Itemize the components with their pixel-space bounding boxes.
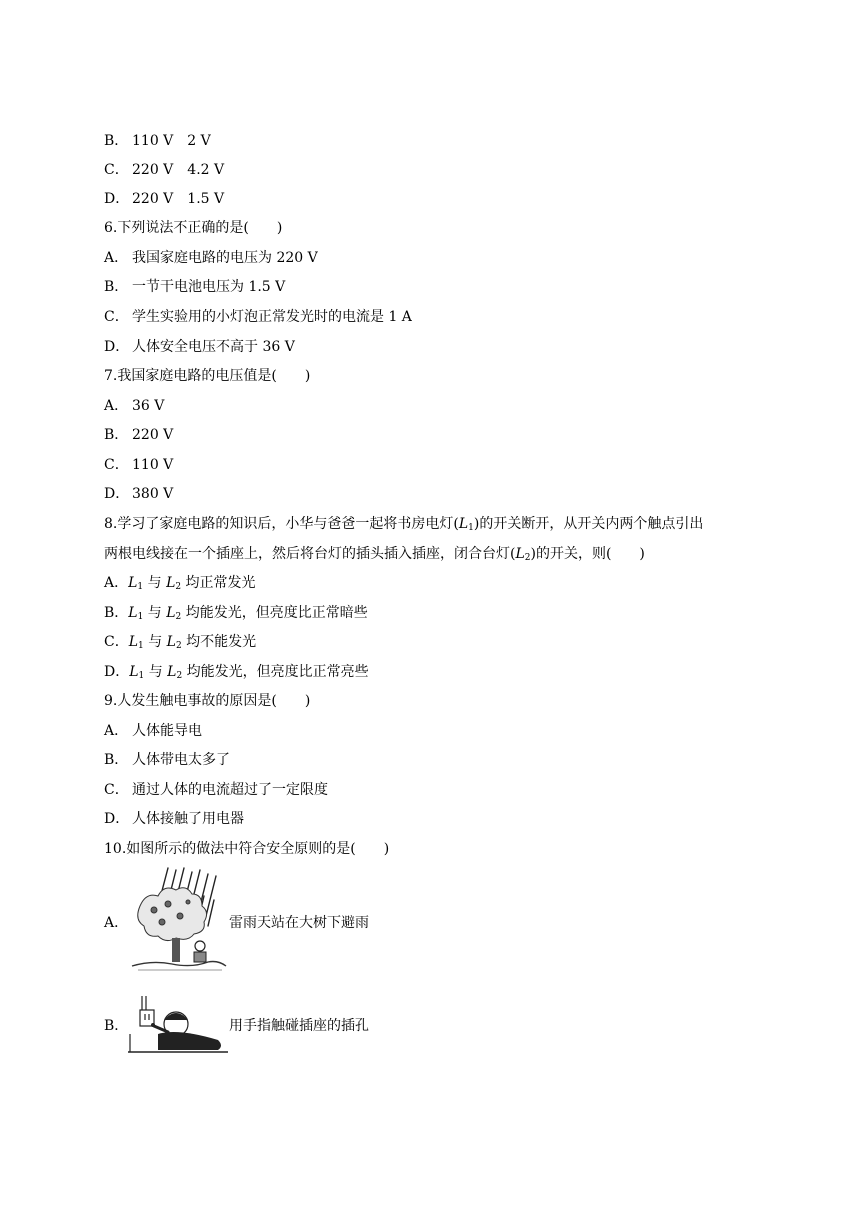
child-touching-socket-illustration: [128, 994, 230, 1058]
option-text: 学生实验用的小灯泡正常发光时的电流是 1 A: [132, 309, 412, 325]
option-key: A．: [104, 723, 129, 739]
option-text: 380 V: [132, 486, 174, 502]
q7-option-c: [104, 455, 173, 475]
option-text: 通过人体的电流超过了一定限度: [132, 782, 328, 798]
option-key: C．: [104, 634, 129, 650]
option-text: 均不能发光: [186, 634, 257, 650]
option-text: 36 V: [132, 398, 165, 414]
option-text: 人体带电太多了: [132, 752, 230, 768]
q10-option-b-caption: 用手指触碰插座的插孔: [229, 1018, 369, 1034]
q10-option-a-caption: 雷雨天站在大树下避雨: [229, 915, 369, 931]
q8-option-c: [104, 632, 256, 656]
q8-option-d: [104, 662, 369, 686]
q7-option-d: [104, 484, 173, 504]
option-text: 220 V: [132, 427, 174, 443]
q8-stem-text: 两根电线接在一个插座上，然后将台灯的插头插入插座，闭合台灯(: [104, 546, 516, 562]
q9-option-b: [104, 750, 230, 770]
q10-option-b-key: B．: [104, 1018, 129, 1034]
q7-stem: 7.我国家庭电路的电压值是( ): [104, 368, 311, 384]
option-text: 我国家庭电路的电压为 220 V: [132, 250, 318, 266]
subscript: 1: [468, 523, 474, 533]
option-text: 均能发光，但亮度比正常亮些: [186, 664, 369, 680]
q10-stem: 10.如图所示的做法中符合安全原则的是( ): [104, 841, 390, 857]
option-key: A．: [104, 398, 129, 414]
subscript: 2: [175, 641, 182, 651]
symbol-L: L: [458, 516, 469, 532]
subscript: 1: [138, 671, 145, 681]
option-key: C．: [104, 162, 129, 178]
symbol-L: L: [128, 605, 138, 621]
q5-option-d: [104, 189, 224, 209]
option-text: 一节干电池电压为 1.5 V: [132, 279, 286, 295]
q7-option-a: [104, 396, 164, 416]
q5-option-c: [104, 160, 224, 180]
option-key: B．: [104, 752, 129, 768]
option-key: C．: [104, 309, 129, 325]
option-text: 220 V 4.2 V: [132, 162, 225, 178]
option-key: B．: [104, 427, 129, 443]
symbol-L: L: [166, 605, 176, 621]
and-text: 与: [147, 605, 162, 621]
option-text: 人体能导电: [132, 723, 202, 739]
symbol-L: L: [166, 634, 176, 650]
q8-option-b: [104, 603, 368, 627]
subscript: 2: [175, 582, 182, 592]
symbol-L: L: [166, 575, 176, 591]
q6-stem: 6.下列说法不正确的是( ): [104, 220, 283, 236]
subscript: 2: [175, 612, 182, 622]
q6-option-b: [104, 277, 285, 297]
q7-option-b: [104, 425, 173, 445]
subscript: 1: [138, 641, 144, 651]
and-text: 与: [148, 664, 163, 680]
option-key: C．: [104, 457, 129, 473]
q8-stem-line2: [104, 544, 645, 568]
symbol-L: L: [128, 575, 138, 591]
option-text: 人体接触了用电器: [132, 811, 244, 827]
q6-option-a: [104, 248, 318, 268]
q8-stem-text: 8.学习了家庭电路的知识后，小华与爸爸一起将书房电灯(: [104, 516, 459, 532]
q8-stem-text: )的开关断开，从开关内两个触点引出: [473, 516, 704, 532]
q9-option-d: [104, 809, 244, 829]
tree-in-rain-illustration: [128, 866, 228, 974]
option-text: 110 V 2 V: [132, 133, 211, 149]
q8-stem-text: )的开关，则( ): [530, 546, 645, 562]
symbol-L: L: [167, 664, 177, 680]
option-key: A．: [104, 575, 129, 591]
option-text: 220 V 1.5 V: [132, 191, 225, 207]
option-key: B．: [104, 279, 129, 295]
subscript: 2: [524, 553, 531, 563]
and-text: 与: [148, 634, 163, 650]
option-key: D．: [104, 811, 130, 827]
subscript: 2: [176, 671, 183, 681]
option-key: D．: [104, 486, 130, 502]
option-key: D．: [104, 191, 130, 207]
option-text: 110 V: [132, 457, 174, 473]
option-key: D．: [104, 664, 130, 680]
option-key: A．: [104, 250, 129, 266]
q8-stem-line1: [104, 514, 703, 538]
q9-stem: 9.人发生触电事故的原因是( ): [104, 693, 311, 709]
option-key: C．: [104, 782, 129, 798]
symbol-L: L: [129, 664, 139, 680]
subscript: 1: [137, 582, 144, 592]
q9-option-c: [104, 780, 328, 800]
q10-option-a-key: A．: [104, 915, 129, 931]
subscript: 1: [137, 612, 144, 622]
option-text: 均正常发光: [185, 575, 256, 591]
option-key: D．: [104, 339, 130, 355]
q5-option-b: [104, 131, 211, 151]
q8-option-a: [104, 573, 256, 597]
q9-option-a: [104, 721, 202, 741]
option-key: B．: [104, 133, 129, 149]
q6-option-d: [104, 337, 295, 357]
option-text: 均能发光，但亮度比正常暗些: [185, 605, 368, 621]
symbol-L: L: [128, 634, 139, 650]
symbol-L: L: [515, 546, 525, 562]
option-key: B．: [104, 605, 129, 621]
option-text: 人体安全电压不高于 36 V: [132, 339, 295, 355]
q6-option-c: [104, 307, 412, 327]
and-text: 与: [147, 575, 162, 591]
